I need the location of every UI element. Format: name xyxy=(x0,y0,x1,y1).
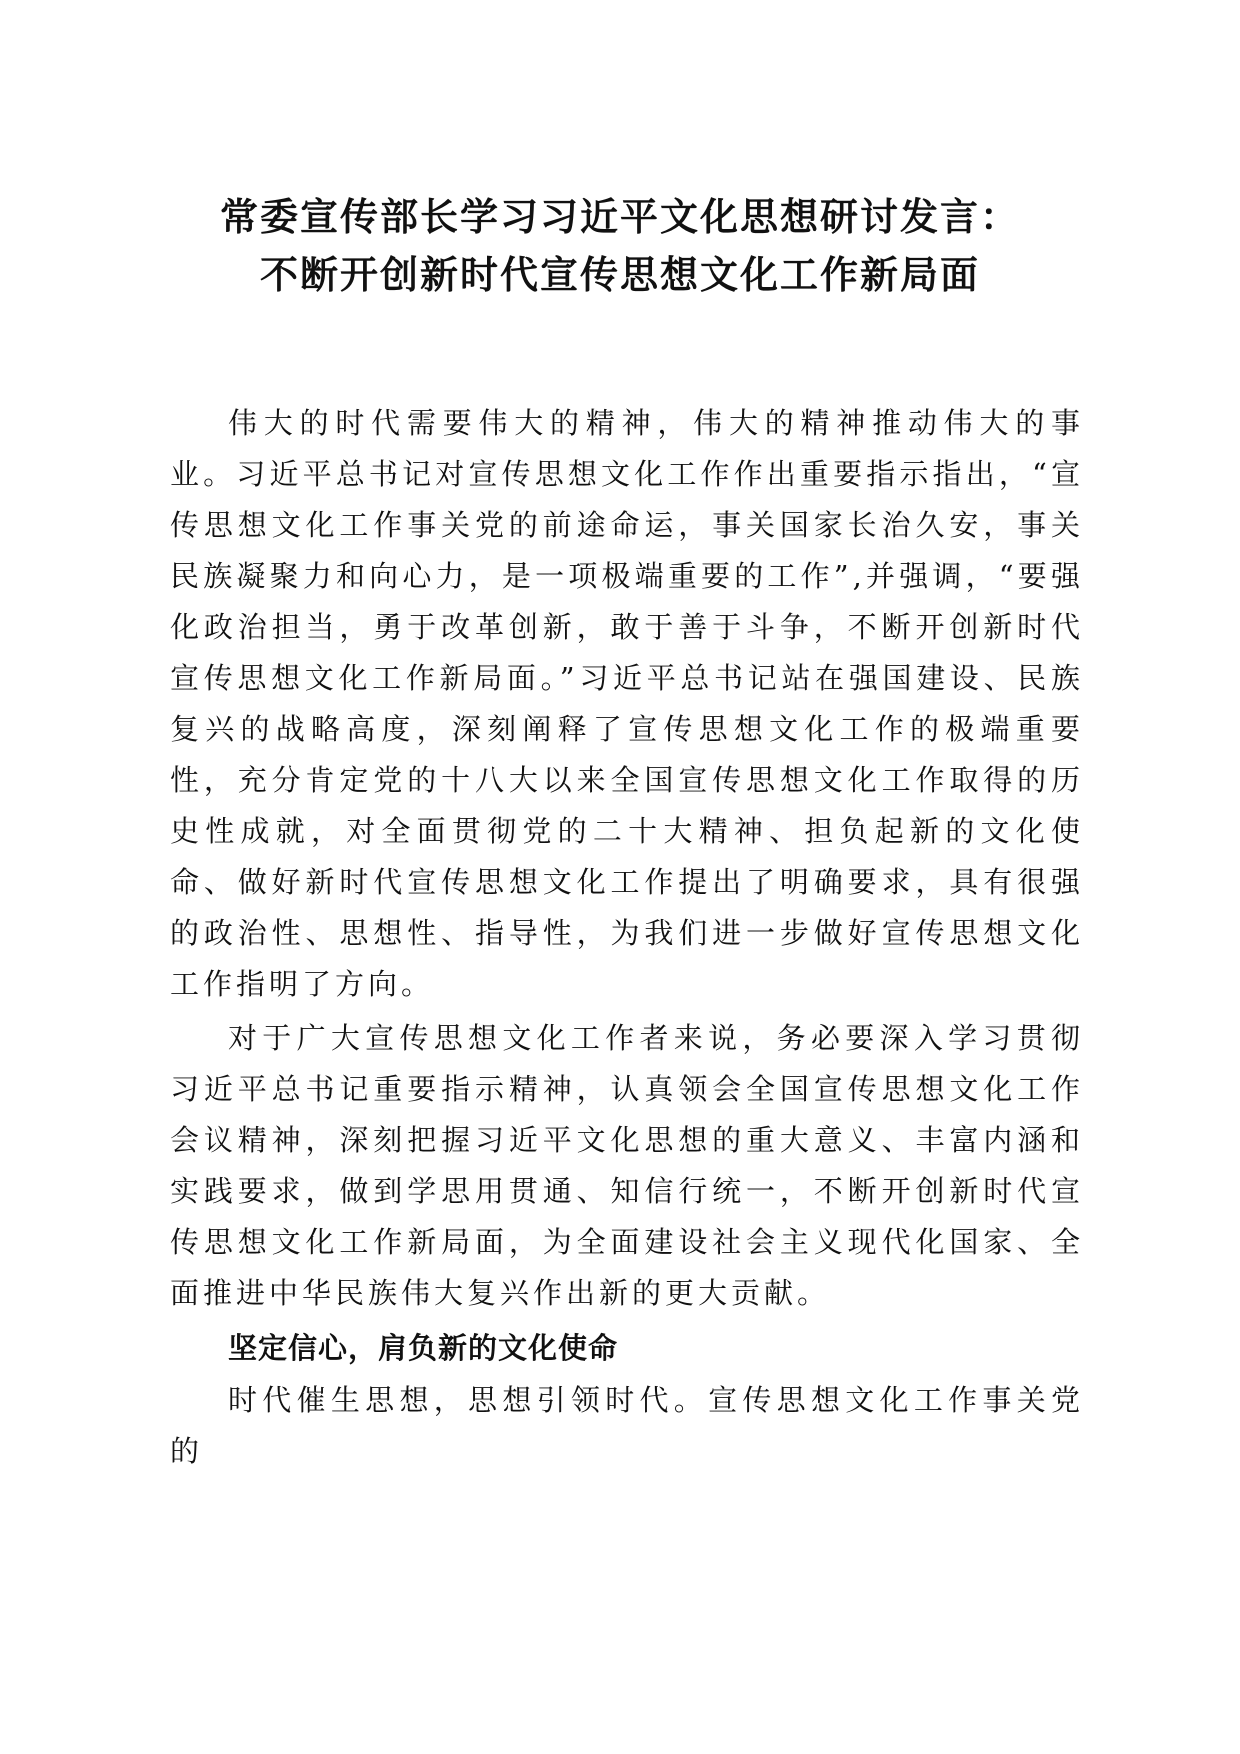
title-line-2: 不断开创新时代宣传思想文化工作新局面 xyxy=(259,253,980,297)
document-body xyxy=(170,398,1084,1480)
section-paragraph: 时代催生思想，思想引领时代。宣传思想文化工作事关党的 xyxy=(170,1383,1084,1468)
section-heading: 坚定信心，肩负新的文化使命 xyxy=(228,1331,619,1365)
paragraph-2: 对于广大宣传思想文化工作者来说，务必要深入学习贯彻习近平总书记重要指示精神，认真领会全国宣传思想文化工作会议精神，深刻把握习近平文化思想的重大意义、丰富内涵和实践要求，做到学思用贯通、知信行统一，不断开创新时代宣传思想文化工作新局面，为全面建设社会主义现代化国家、全面推进中华民族伟大复兴作出新的更大贡献。 xyxy=(170,1021,1084,1310)
document-title xyxy=(120,188,1120,304)
title-line-1: 常委宣传部长学习习近平文化思想研讨发言： xyxy=(219,195,1020,239)
paragraph-1: 伟大的时代需要伟大的精神，伟大的精神推动伟大的事业。习近平总书记对宣传思想文化工作作出重要指示指出，“宣传思想文化工作事关党的前途命运，事关国家长治久安，事关民族凝聚力和向心力，是一项极端重要的工作”,并强调，“要强化政治担当，勇于改革创新，敢于善于斗争，不断开创新时代宣传思想文化工作新局面。”习近平总书记站在强国建设、民族复兴的战略高度，深刻阐释了宣传思想文化工作的极端重要性，充分肯定党的十八大以来全国宣传思想文化工作取得的历史性成就，对全面贯彻党的二十大精神、担负起新的文化使命、做好新时代宣传思想文化工作提出了明确要求，具有很强的政治性、思想性、指导性，为我们进一步做好宣传思想文化工作指明了方向。 xyxy=(170,406,1084,1001)
